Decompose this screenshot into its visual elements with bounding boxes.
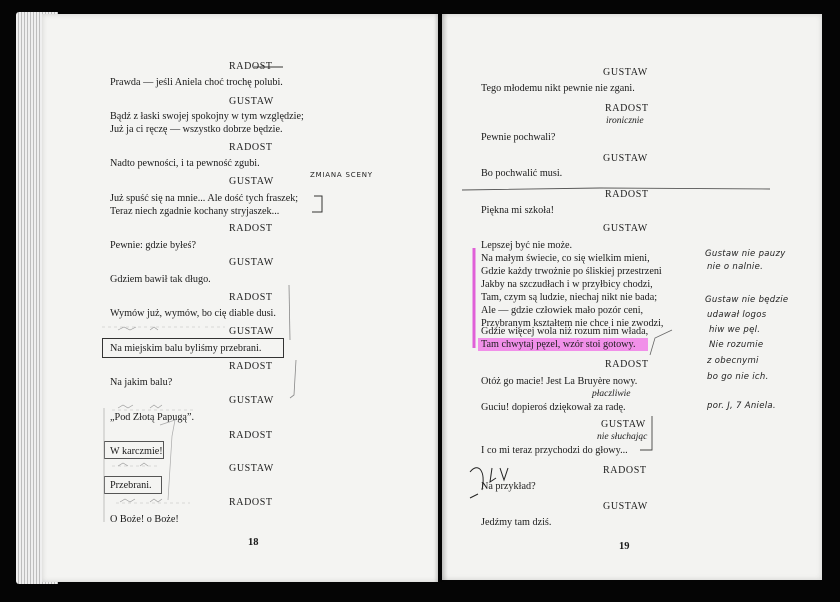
speaker-label: RADOST <box>229 361 273 372</box>
speaker-label: RADOST <box>229 497 273 508</box>
handwritten-margin-note: bo go nie ich. <box>707 372 769 382</box>
speaker-label: GUSTAW <box>601 419 646 430</box>
handwritten-margin-note: nie o nalnie. <box>707 262 764 272</box>
verse-line: Prawda — jeśli Aniela choć trochę polubi. <box>110 77 283 88</box>
handwritten-margin-note: udawał logos <box>707 310 767 320</box>
stage-direction: płaczliwie <box>592 389 631 399</box>
speaker-label: GUSTAW <box>229 96 274 107</box>
speaker-label: RADOST <box>229 142 273 153</box>
verse-line: Tam, czym są ludzie, niechaj nikt nie bada; <box>481 292 658 303</box>
verse-line: „Pod Złotą Papugą”. <box>110 412 195 423</box>
handwritten-margin-note: Nie rozumie <box>709 340 764 350</box>
speaker-label: GUSTAW <box>229 176 274 187</box>
verse-line: W karczmie! <box>110 446 163 457</box>
speaker-label: RADOST <box>229 223 273 234</box>
speaker-label: RADOST <box>229 430 273 441</box>
verse-line: I co mi teraz przychodzi do głowy... <box>481 445 628 456</box>
verse-line: Guciu! dopieroś dziękował za radę. <box>481 402 626 413</box>
verse-line: Jedźmy tam dziś. <box>481 517 552 528</box>
verse-line: Gdziem bawił tak długo. <box>110 274 211 285</box>
speaker-label: RADOST <box>605 103 649 114</box>
verse-line: Bądź z łaski swojej spokojny w tym względzie; <box>110 111 304 122</box>
speaker-label: GUSTAW <box>229 463 274 474</box>
handwritten-margin-note: z obecnymi <box>707 356 759 366</box>
verse-line: Już ja ci ręczę — wszystko dobrze będzie. <box>110 124 283 135</box>
speaker-label: GUSTAW <box>229 257 274 268</box>
verse-line: Nadto pewności, i ta pewność zgubi. <box>110 158 260 169</box>
verse-line: Na przykład? <box>481 481 536 492</box>
verse-line: Na miejskim balu byliśmy przebrani. <box>110 343 262 354</box>
speaker-label: GUSTAW <box>603 223 648 234</box>
verse-line: Gdzie każdy trwożnie po śliskiej przestrzeni <box>481 266 662 277</box>
page-number: 18 <box>248 537 259 548</box>
verse-line: Wymów już, wymów, bo cię diable dusi. <box>110 308 276 319</box>
page-number: 19 <box>619 541 630 552</box>
verse-line: Przebrani. <box>110 480 152 491</box>
handwritten-margin-note: Gustaw nie będzie <box>705 295 789 305</box>
handwritten-margin-note: hiw we pęl. <box>709 325 761 335</box>
speaker-label: GUSTAW <box>603 153 648 164</box>
verse-line: Pewnie pochwali? <box>481 132 556 143</box>
speaker-label: RADOST <box>229 61 273 72</box>
handwritten-margin-note: por. J, 7 Aniela. <box>707 401 776 411</box>
verse-line: Przybranym kształtem nie chce i nie zwodzi, <box>481 318 664 329</box>
verse-line: Ale — gdzie człowiek mało pozór ceni, <box>481 305 644 316</box>
verse-line: Na małym świecie, co się wielkim mieni, <box>481 253 650 264</box>
handwritten-note: ZMIANA SCENY <box>310 171 373 179</box>
speaker-label: GUSTAW <box>603 67 648 78</box>
verse-line: Piękna mi szkoła! <box>481 205 554 216</box>
verse-line: Lepszej być nie może. <box>481 240 573 251</box>
speaker-label: GUSTAW <box>229 326 274 337</box>
speaker-label: RADOST <box>229 292 273 303</box>
handwritten-margin-note: Gustaw nie pauzy <box>705 249 786 259</box>
verse-line: Tego młodemu nikt pewnie nie zgani. <box>481 83 635 94</box>
verse-line: Na jakim balu? <box>110 377 173 388</box>
speaker-label: GUSTAW <box>603 501 648 512</box>
verse-line-highlighted: Tam chwytaj pęzel, wzór stoi gotowy. <box>481 339 636 350</box>
stage-direction: nie słuchając <box>597 432 648 442</box>
speaker-label: GUSTAW <box>229 395 274 406</box>
verse-line: Otóż go macie! Jest La Bruyère nowy. <box>481 376 638 387</box>
verse-line: Bo pochwalić musi. <box>481 168 563 179</box>
verse-line: Gdzie więcej wola niż rozum nim włada, <box>481 326 649 337</box>
speaker-label: RADOST <box>605 189 649 200</box>
verse-line: Jakby na szczudłach i w przyłbicy chodzi, <box>481 279 653 290</box>
verse-line: O Boże! o Boże! <box>110 514 179 525</box>
stage-direction: ironicznie <box>606 116 644 126</box>
verse-line: Teraz niech zgadnie kochany stryjaszek... <box>110 206 280 217</box>
speaker-label: RADOST <box>603 465 647 476</box>
verse-line: Już spuść się na mnie... Ale dość tych fraszek; <box>110 193 299 204</box>
verse-line: Pewnie: gdzie byłeś? <box>110 240 197 251</box>
speaker-label: RADOST <box>605 359 649 370</box>
